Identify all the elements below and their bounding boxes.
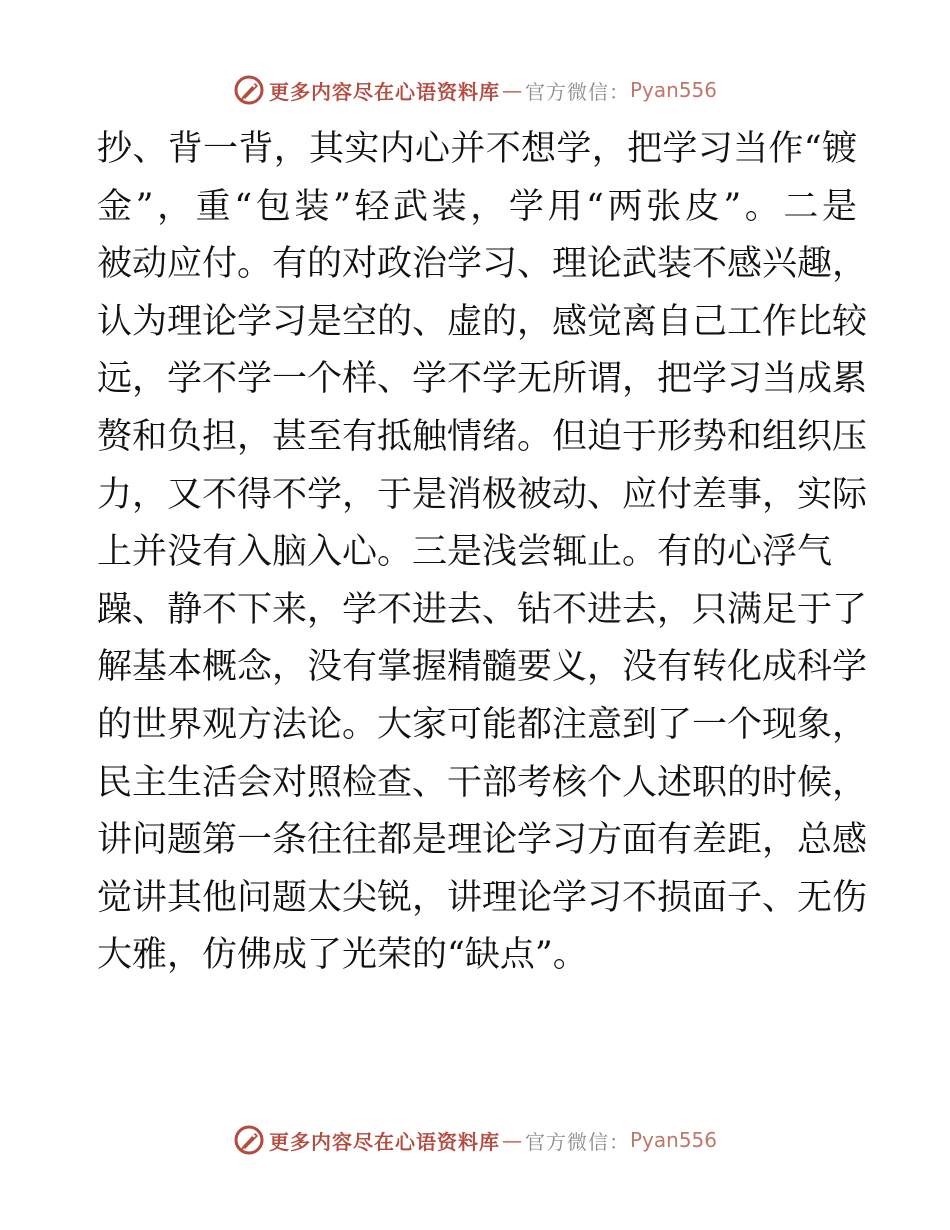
footer-banner-dash: — — [501, 1128, 523, 1152]
body-line: 赘和负担，甚至有抵触情绪。但迫于形势和组织压 — [97, 416, 868, 457]
body-line: 民主生活会对照检查、干部考核个人述职的时候， — [97, 762, 868, 803]
body-line: 被动应付。有的对政治学习、理论武装不感兴趣， — [97, 244, 868, 285]
footer-banner-title: 更多内容尽在心语资料库 — [268, 1129, 500, 1154]
body-line: 认为理论学习是空的、虚的，感觉离自己工作比较 — [97, 301, 868, 342]
header-banner-title: 更多内容尽在心语资料库 — [268, 79, 500, 104]
body-line: 抄、背一背，其实内心并不想学，把学习当作“镀 — [97, 129, 857, 169]
body-line: 金”，重“包装”轻武装，学用“两张皮”。二是 — [97, 186, 857, 227]
body-line: 上并没有入脑入心。三是浅尝辄止。有的心浮气 — [97, 532, 833, 573]
footer-banner-wechat-id: Pyan556 — [629, 1128, 717, 1152]
pen-nib-logo-icon — [233, 1124, 265, 1156]
pen-nib-logo-icon — [233, 74, 265, 106]
body-line: 解基本概念，没有掌握精髓要义，没有转化成科学 — [97, 647, 868, 688]
footer-banner — [0, 1120, 950, 1160]
body-line: 远，学不学一个样、学不学无所谓，把学习当成累 — [97, 359, 868, 400]
body-line: 讲问题第一条往往都是理论学习方面有差距，总感 — [97, 820, 868, 861]
body-line: 躁、静不下来，学不进去、钻不进去，只满足于了 — [97, 589, 868, 630]
header-banner-label: 官方微信： — [524, 79, 630, 104]
header-banner-wechat-id: Pyan556 — [629, 78, 717, 102]
body-line: 的世界观方法论。大家可能都注意到了一个现象， — [97, 704, 868, 745]
header-banner-text — [269, 76, 717, 105]
footer-banner-text — [269, 1126, 717, 1155]
document-body — [97, 121, 868, 985]
header-banner — [0, 70, 950, 110]
footer-banner-label: 官方微信： — [524, 1129, 630, 1154]
body-line: 力，又不得不学，于是消极被动、应付差事，实际 — [97, 474, 868, 515]
header-banner-dash: — — [501, 78, 523, 102]
body-line: 觉讲其他问题太尖锐，讲理论学习不损面子、无伤 — [97, 877, 868, 918]
body-line: 大雅，仿佛成了光荣的“缺点”。 — [97, 935, 588, 976]
